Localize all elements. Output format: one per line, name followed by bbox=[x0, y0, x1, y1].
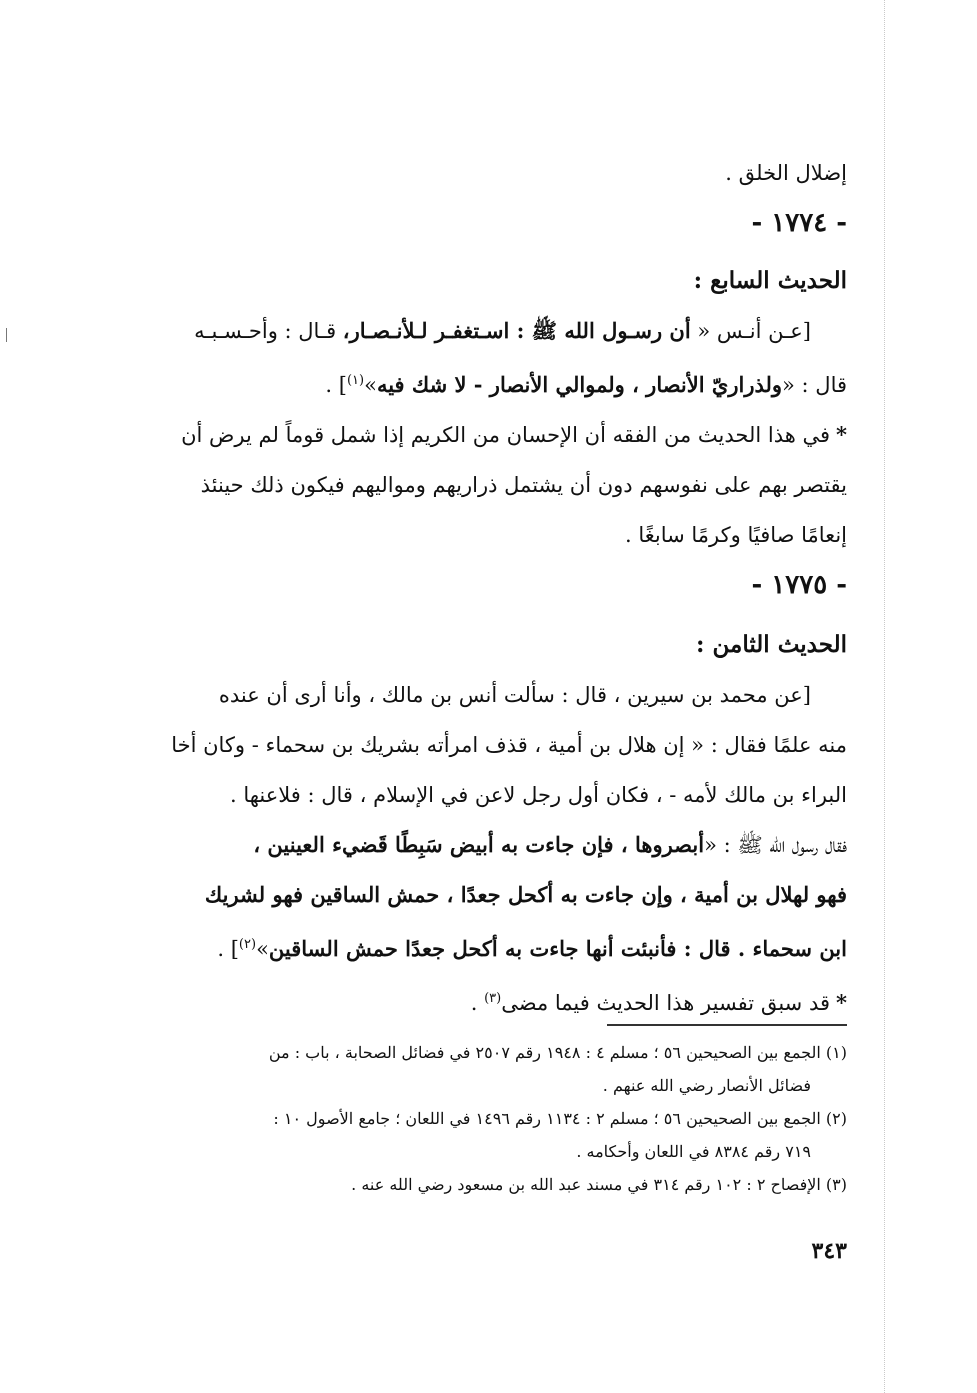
footnote: (١) الجمع بين الصحيحين ٥٦ ؛ مسلم ٤ : ١٩٤٨ رقم ٢٥٠٧ في فضائل الصحابة ، باب : من bbox=[268, 1043, 847, 1062]
edge-mark bbox=[6, 328, 7, 342]
page-number: ٣٤٣ bbox=[811, 1238, 847, 1264]
hadith-text-line: [عـن أنـس « أن رسـول الله ﷺ : اسـتغفـر لـلأنـصـار، قـال : وأحـسـبـه bbox=[194, 318, 811, 343]
hadith-text-line: منه علمًا فقال : « إن هلال بن أمية ، قذف امرأته بشريك بن سحماء - وكان أخا bbox=[171, 733, 847, 757]
hadith-text-line: ابن سحماء . قال : فأنبئت أنها جاءت به أكحل جعدًا حمش الساقين»$^{(٢)}$] . bbox=[217, 936, 847, 961]
hadith-number-1774: - ١٧٧٤ - bbox=[751, 208, 847, 238]
footnotes bbox=[129, 1036, 847, 1201]
hadith-text-line: البراء بن مالك لأمه - ، فكان أول رجل لاعن في الإسلام ، قال : فلاعنها . bbox=[229, 783, 847, 807]
hadith-text-line: قال : «ولذراريّ الأنصار ، ولموالي الأنصار - لا شك فيه»$^{(١)}$] . bbox=[325, 372, 847, 397]
star-bullet: * bbox=[836, 990, 847, 1015]
footnote-continuation: ٧١٩ رقم ٨٣٨٤ في اللعان وأحكامه . bbox=[576, 1142, 811, 1161]
footnote-ref: (٣) bbox=[484, 991, 502, 1006]
hadith-title: الحديث الثامن : bbox=[696, 631, 847, 658]
star-bullet: * bbox=[836, 422, 847, 447]
footnote-continuation: فضائل الأنصار رضي الله عنهم . bbox=[602, 1076, 811, 1095]
hadith-1774 bbox=[129, 256, 847, 560]
margin-dotted-line bbox=[884, 0, 885, 1393]
commentary-line: إنعامًا صافيًا وكرمًا سابغًا . bbox=[625, 523, 847, 547]
hadith-text-line: [عن محمد بن سيرين ، قال : سألت أنس بن مالك ، وأنا أرى أن عنده bbox=[218, 683, 811, 707]
footnote-ref: (٢) bbox=[238, 937, 257, 952]
hadith-title: الحديث السابع : bbox=[693, 267, 847, 294]
footnote-separator bbox=[607, 1024, 847, 1026]
footnote: (٢) الجمع بين الصحيحين ٥٦ ؛ مسلم ٢ : ١١٣٤ رقم ١٤٩٦ في اللعان ؛ جامع الأصول ١٠ : bbox=[273, 1109, 847, 1128]
hadith-number-1775: - ١٧٧٥ - bbox=[751, 570, 847, 600]
commentary-line: يقتصر بهم على نفوسهم دون أن يشتمل ذراريهم ومواليهم فيكون ذلك حينئذ bbox=[200, 473, 847, 497]
hadith-text-line: فقال رسول الله ﷺ : «أبصروها ، فإن جاءت به أبيض سَبِطًا قَضيء العينين ، bbox=[253, 832, 847, 857]
commentary-line: *في هذا الحديث من الفقه أن الإحسان من الكريم إذا شمل قوماً لم يرض أن bbox=[181, 422, 847, 447]
footnote: (٣) الإفصاح ٢ : ١٠٢ رقم ٣١٤ في مسند عبد الله بن مسعود رضي الله عنه . bbox=[351, 1175, 847, 1194]
footnote-ref: (١) bbox=[346, 373, 365, 388]
continuation-line: إضلال الخلق . bbox=[725, 161, 847, 185]
commentary-line: *قد سبق تفسير هذا الحديث فيما مضى$^{(٣)}$ . bbox=[470, 990, 847, 1015]
hadith-text-line: فهو لهلال بن أمية ، وإن جاءت به أكحل جعدًا ، حمش الساقين فهو لشريك bbox=[204, 882, 847, 907]
hadith-1775 bbox=[129, 620, 847, 1028]
